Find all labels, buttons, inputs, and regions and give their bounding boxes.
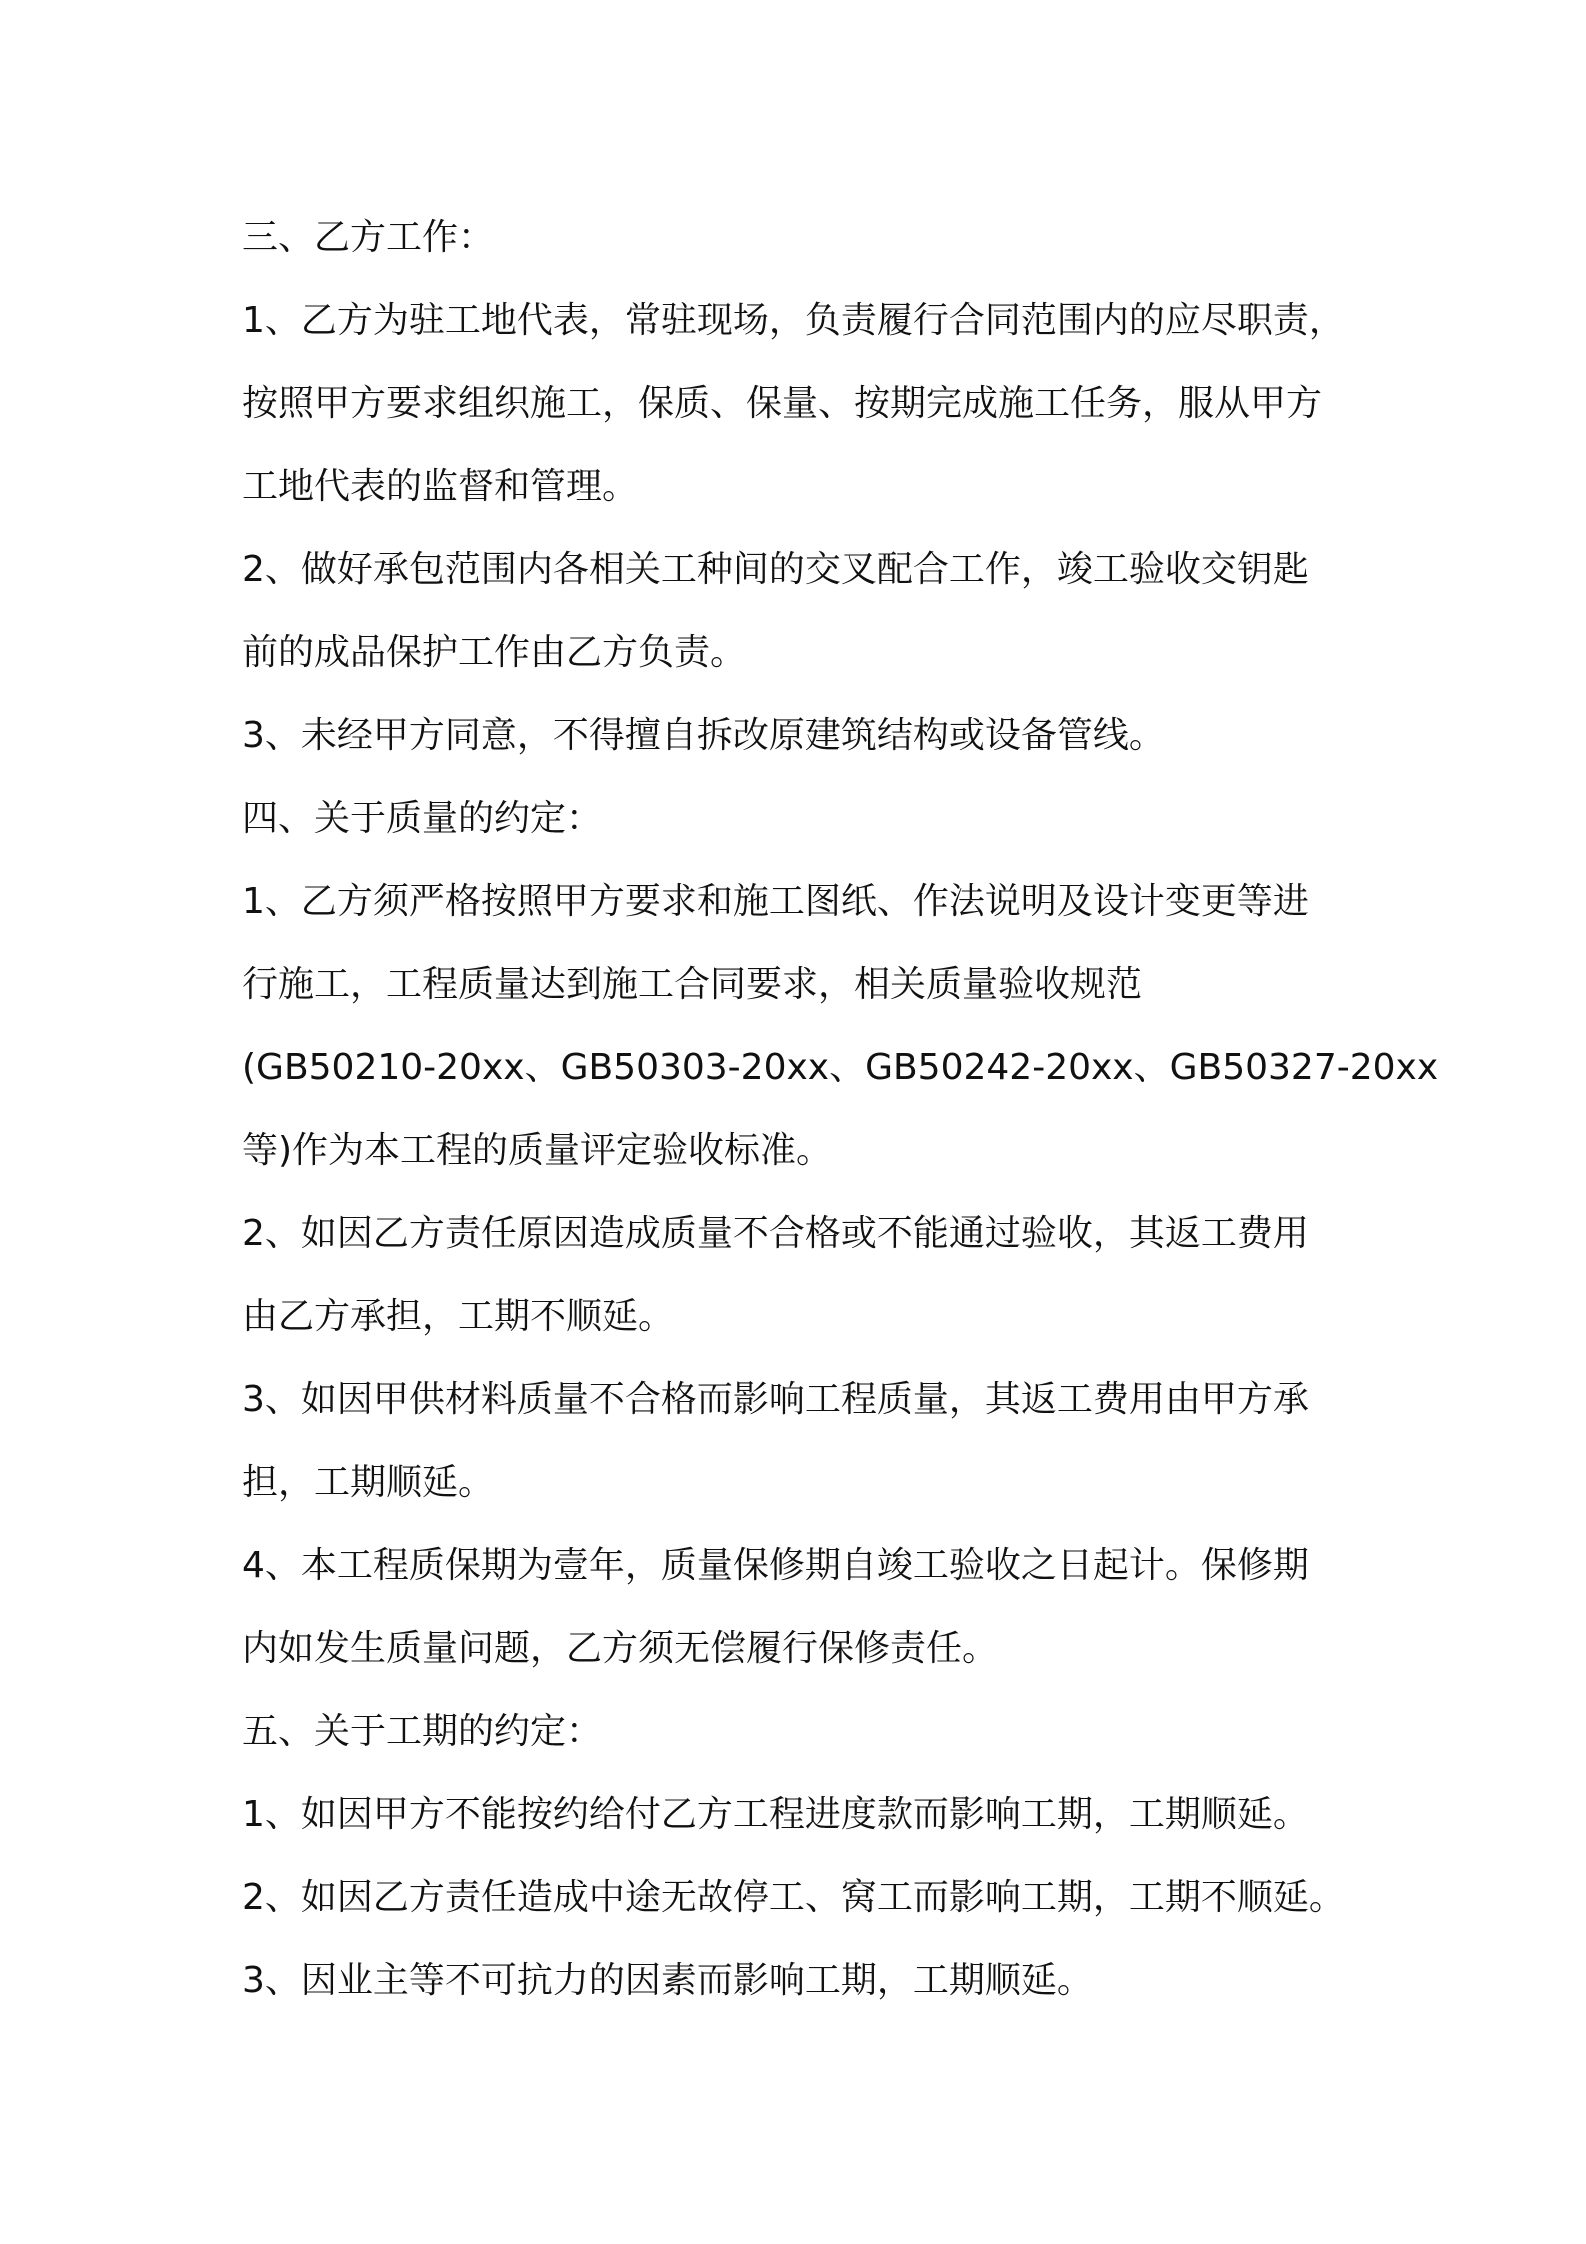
text-line: 2、如因乙方责任造成中途无故停工、窝工而影响工期，工期不顺延。 [242,1877,1345,1918]
text-line: 3、如因甲供材料质量不合格而影响工程质量，其返工费用由甲方承 [242,1379,1309,1420]
text-line: 2、做好承包范围内各相关工种间的交叉配合工作，竣工验收交钥匙 [242,549,1309,590]
text-line: 工地代表的监督和管理。 [242,466,639,507]
text-line: 4、本工程质保期为壹年，质量保修期自竣工验收之日起计。保修期 [242,1545,1309,1586]
section-heading-party-b-work: 三、乙方工作： [242,217,495,258]
text-line: 等)作为本工程的质量评定验收标准。 [242,1130,833,1171]
text-line: 前的成品保护工作由乙方负责。 [242,632,747,673]
section-heading-schedule: 五、关于工期的约定： [242,1711,603,1752]
text-line: 由乙方承担，工期不顺延。 [242,1296,675,1337]
text-line: 2、如因乙方责任原因造成质量不合格或不能通过验收，其返工费用 [242,1213,1309,1254]
document-body [242,196,1439,2022]
text-line: 担，工期顺延。 [242,1462,495,1503]
text-line: 3、因业主等不可抗力的因素而影响工期，工期顺延。 [242,1960,1093,2001]
text-line: 按照甲方要求组织施工，保质、保量、按期完成施工任务，服从甲方 [242,383,1323,424]
text-line: 3、未经甲方同意，不得擅自拆改原建筑结构或设备管线。 [242,715,1165,756]
text-line: 1、乙方须严格按照甲方要求和施工图纸、作法说明及设计变更等进 [242,881,1309,922]
text-line: (GB50210-20xx、GB50303-20xx、GB50242-20xx、GB50327-20xx [242,1047,1439,1088]
text-line: 行施工，工程质量达到施工合同要求，相关质量验收规范 [242,964,1143,1005]
text-line: 1、乙方为驻工地代表，常驻现场，负责履行合同范围内的应尽职责， [242,300,1345,341]
text-line: 1、如因甲方不能按约给付乙方工程进度款而影响工期，工期顺延。 [242,1794,1309,1835]
section-heading-quality: 四、关于质量的约定： [242,798,603,839]
text-line: 内如发生质量问题，乙方须无偿履行保修责任。 [242,1628,999,1669]
